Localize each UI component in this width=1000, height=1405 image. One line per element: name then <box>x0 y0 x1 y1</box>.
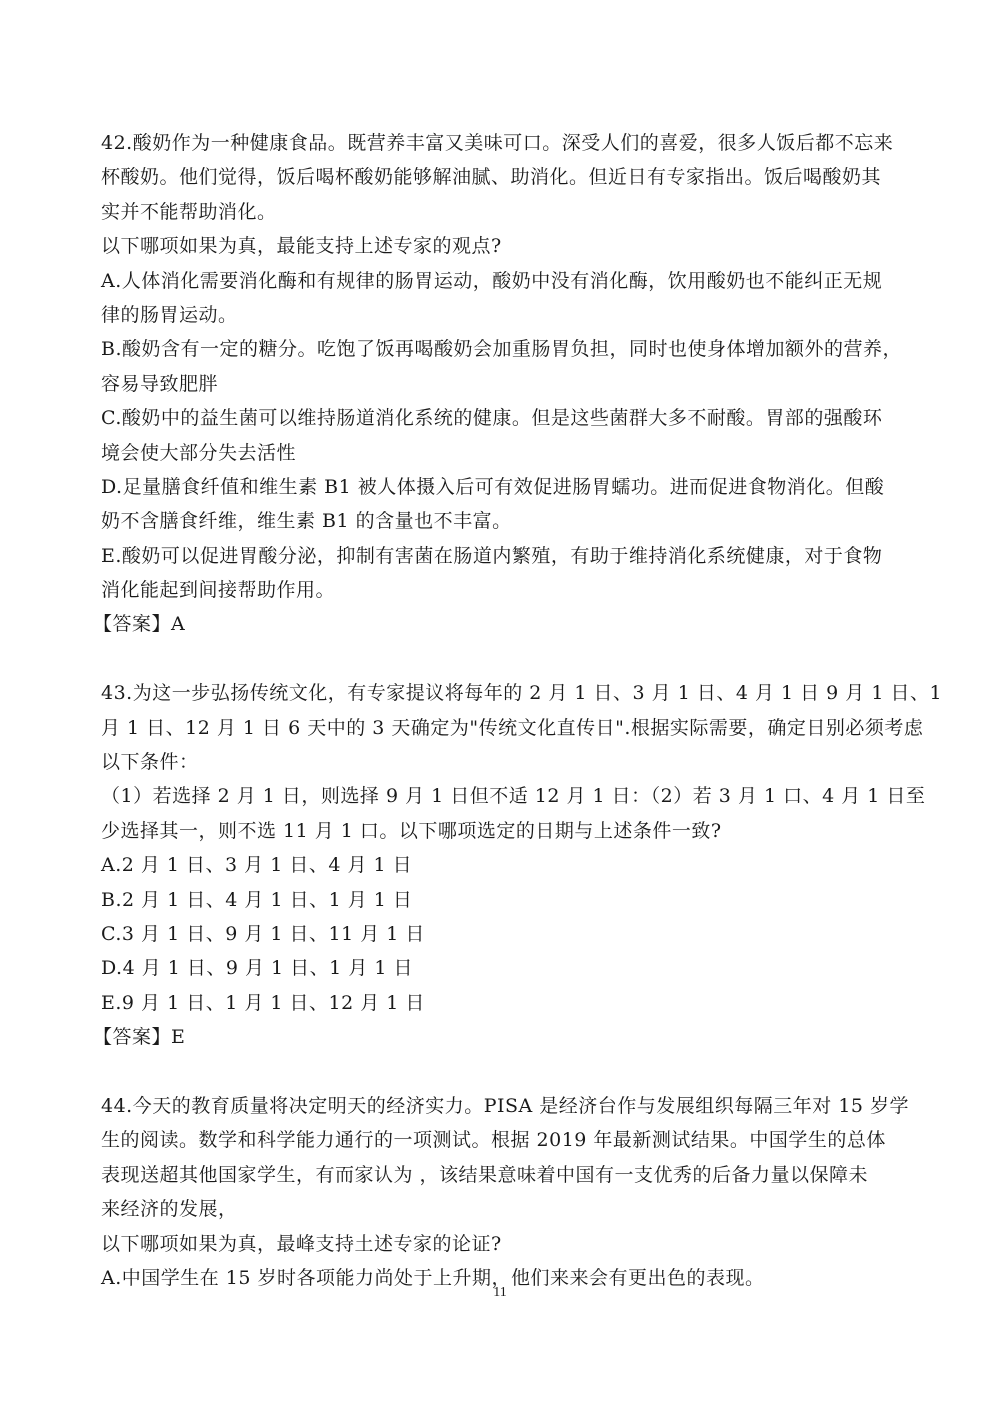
option-c-line: 境会使大部分失去活性 <box>101 441 297 464</box>
option-a-line: A.人体消化需要消化酶和有规律的肠胃运动，酸奶中没有消化酶，饮用酸奶也不能纠正无规 <box>101 269 883 292</box>
question-line: 来经济的发展， <box>101 1198 238 1221</box>
option-c-line: C.酸奶中的益生菌可以维持肠道消化系统的健康。但是这些菌群大多不耐酸。胃部的强酸环 <box>101 407 883 430</box>
option-b-line: 容易导致肥胖 <box>101 372 219 395</box>
question-line: 以下条件： <box>101 751 199 774</box>
section-gap <box>101 642 901 676</box>
question-prompt: 以下哪项如果为真，最能支持上述专家的观点? <box>101 235 502 258</box>
option-e-line: E.酸奶可以促进胃酸分泌，抑制有害菌在肠道内繁殖，有助于维持消化系统健康，对于食物 <box>101 544 883 567</box>
option-d-line: D.4 月 1 日、9 月 1 日、1 月 1 日 <box>101 957 413 980</box>
question-line: 表现送超其他国家学生，有而家认为 ，该结果意味着中国有一支优秀的后备力量以保障未 <box>101 1163 869 1186</box>
question-line: 44.今天的教育质量将决定明天的经济实力。PISA 是经济台作与发展组织每隔三年对 15 岁学 <box>101 1094 910 1117</box>
question-line: 42.酸奶作为一种健康食品。既营养丰富又美味可口。深受人们的喜爱，很多人饭后都不忘来 <box>101 132 894 154</box>
option-a-line: A.2 月 1 日、3 月 1 日、4 月 1 日 <box>101 854 413 877</box>
question-42 <box>93 126 903 642</box>
question-line: 实并不能帮助消化。 <box>101 200 277 223</box>
option-d-line: 奶不含膳食纤维，维生素 B1 的含量也不丰富。 <box>101 510 512 533</box>
option-a-line: 律的肠胃运动。 <box>101 303 238 326</box>
option-e-line: 消化能起到间接帮助作用。 <box>101 579 336 602</box>
option-d-line: D.足量膳食纤值和维生素 B1 被人体摄入后可有效促进肠胃蠕功。进而促进食物消化。但酸 <box>101 475 885 498</box>
question-line: 43.为这一步弘扬传统文化，有专家提议将每年的 2 月 1 日、3 月 1 日、4 月 1 日 9 月 1 日、1 <box>101 682 943 705</box>
option-b-line: B.2 月 1 日、4 月 1 日、1 月 1 日 <box>101 888 413 911</box>
question-line: 生的阅读。数学和科学能力通行的一项测试。根据 2019 年最新测试结果。中国学生的总体 <box>101 1129 886 1152</box>
question-prompt: 少选择其一，则不选 11 月 1 口。以下哪项选定的日期与上述条件一致? <box>101 819 722 842</box>
page-number: 11 <box>493 1285 507 1300</box>
option-a-line: A.中国学生在 15 岁时各项能力尚处于上升期，他们来来会有更出色的表现。 <box>101 1266 765 1289</box>
answer-label: 【答案】A <box>93 613 186 636</box>
answer-label: 【答案】E <box>93 1026 186 1049</box>
option-b-line: B.酸奶含有一定的糖分。吃饱了饭再喝酸奶会加重肠胃负担，同时也使身体增加额外的营养， <box>101 338 903 361</box>
question-prompt: 以下哪项如果为真，最峰支持土述专家的论证? <box>101 1232 502 1255</box>
section-gap <box>101 1055 901 1089</box>
page-content <box>93 126 943 1295</box>
option-c-line: C.3 月 1 日、9 月 1 日、11 月 1 日 <box>101 922 425 945</box>
condition-line: （1）若选择 2 月 1 日，则选择 9 月 1 日但不适 12 月 1 日：（2）若 3 月 1 口、4 月 1 日至 <box>101 785 926 808</box>
question-line: 月 1 日、12 月 1 日 6 天中的 3 天确定为"传统文化直传日".根据实际需要，确定日别必须考虑 <box>101 716 924 739</box>
question-43 <box>93 676 943 1054</box>
question-line: 杯酸奶。他们觉得，饭后喝杯酸奶能够解油腻、助消化。但近日有专家指出。饭后喝酸奶其 <box>101 166 882 189</box>
question-44 <box>101 1089 910 1295</box>
option-e-line: E.9 月 1 日、1 月 1 日、12 月 1 日 <box>101 991 425 1014</box>
